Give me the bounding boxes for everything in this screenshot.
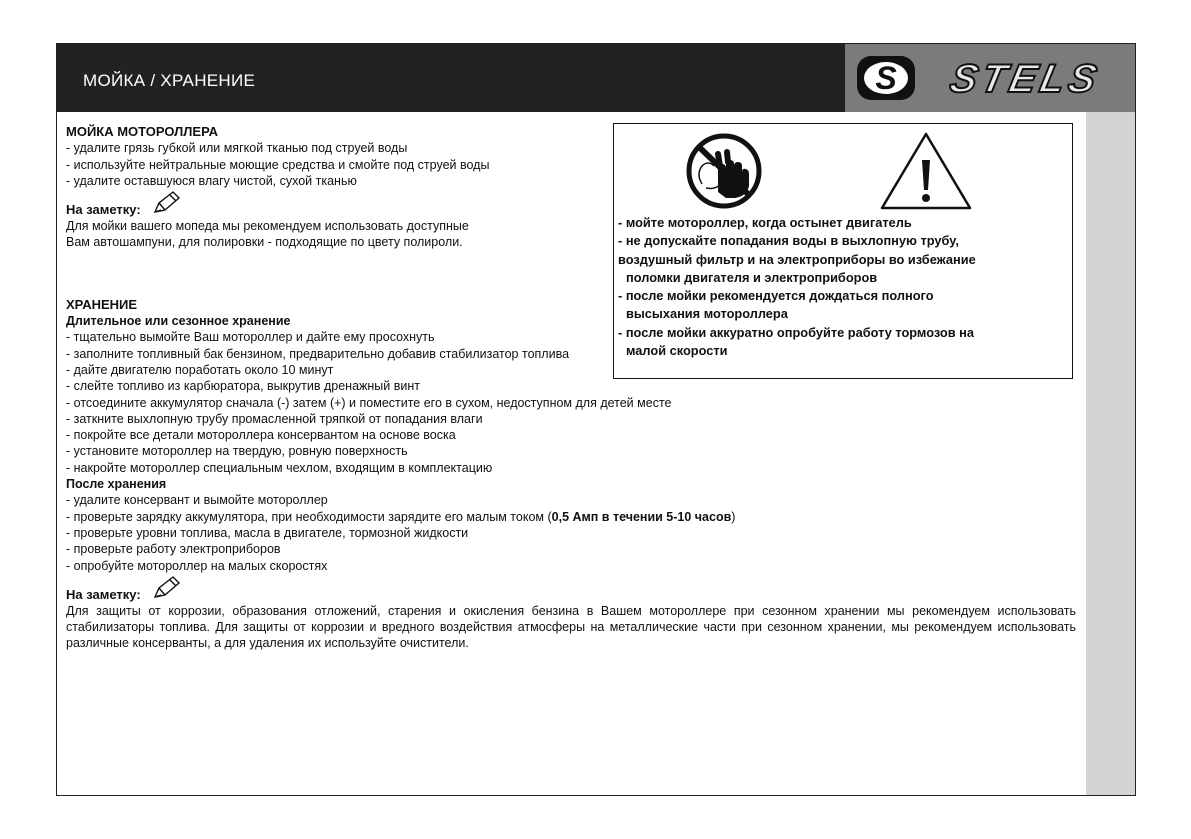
note-label: На заметку: [66,201,141,217]
storage-item: - заткните выхлопную трубу промасленной тряпкой от попадания влаги [66,411,483,426]
warning-triangle-icon [882,134,970,208]
charge-close: ) [731,509,736,524]
after-storage-item: - удалите консервант и вымойте мотороллер [66,493,328,508]
warning-line: малой скорости [626,343,728,359]
page-title: МОЙКА / ХРАНЕНИЕ [83,71,256,90]
warning-line: - после мойки аккуратно опробуйте работу тормозов на [618,324,975,340]
after-storage-heading: После хранения [66,477,167,492]
pencil-icon [151,190,181,216]
stels-logo-icon [855,52,1130,104]
warning-line: - после мойки рекомендуется дождаться полного [618,288,934,304]
after-storage-item: - проверьте работу электроприборов [66,542,281,557]
page-header [57,44,1136,112]
storage-subheading: Длительное или сезонное хранение [66,314,291,329]
brand-name: STELS [946,55,1105,101]
brand-panel [845,44,1135,112]
charge-text: - проверьте зарядку аккумулятора, при необходимости зарядите его малым током ( [66,509,552,524]
washing-note-line: Вам автошампуни, для полировки - подходящие по цвету полироли. [66,235,463,250]
storage-note [66,583,1076,603]
storage-item: - отсоедините аккумулятор сначала (-) затем (+) и поместите его в сухом, недоступном для детей месте [66,395,672,410]
charge-current: 0,5 Амп в течении 5-10 часов [551,509,732,524]
washing-item: - удалите грязь губкой или мягкой тканью под струей воды [66,141,408,156]
washing-heading: МОЙКА МОТОРОЛЛЕРА [66,124,219,139]
after-storage-item: - опробуйте мотороллер на малых скоростях [66,558,328,573]
after-storage-item-charge [66,509,1076,525]
washing-item: - используйте нейтральные моющие средства и смойте под струей воды [66,157,490,172]
warning-line: воздушный фильтр и на электроприборы во избежание [618,251,976,267]
warning-list [618,214,1070,360]
brand-initial: S [875,60,897,96]
manual-page [56,43,1136,796]
warning-icons-graphic [614,124,1074,212]
washing-item: - удалите оставшуюся влагу чистой, сухой тканью [66,173,357,188]
warning-line: - мойте мотороллер, когда остынет двигатель [618,215,912,230]
warning-box [613,123,1073,379]
storage-item: - слейте топливо из карбюратора, выкрутив дренажный винт [66,379,420,394]
storage-item: - дайте двигателю поработать около 10 минут [66,362,334,377]
warning-line: поломки двигателя и электроприборов [626,269,878,285]
storage-item: - покройте все детали мотороллера консервантом на основе воска [66,428,456,443]
storage-item: - тщательно вымойте Ваш мотороллер и дайте ему просохнуть [66,330,435,345]
warning-line: - не допускайте попадания воды в выхлопную трубу, [618,233,959,249]
no-touch-icon [689,136,759,206]
warning-line: высыхания мотороллера [626,306,788,322]
storage-item: - установите мотороллер на твердую, ровную поверхность [66,444,408,459]
pencil-icon [151,575,181,601]
storage-item: - накройте мотороллер специальным чехлом, входящим в комплектацию [66,460,493,475]
washing-note-line: Для мойки вашего мопеда мы рекомендуем использовать доступные [66,219,469,234]
storage-item: - заполните топливный бак бензином, предварительно добавив стабилизатор топлива [66,346,570,361]
note-label: На заметку: [66,586,141,602]
storage-note-text: Для защиты от коррозии, образования отложений, старения и окисления бензина в Вашем мотороллере при сезонном хранении мы рекомендуем использовать стабилизаторы топлива. Для защиты от коррозии и вредного воздействия атмосферы на металлические части при сезонном хранении, мы рекомендуем использовать различные консерванты, а для удаления их используйте очистители. [66,603,1076,650]
page-side-tab [1086,112,1136,796]
after-storage-item: - проверьте уровни топлива, масла в двигателе, тормозной жидкости [66,525,469,540]
warning-icons [614,124,1072,212]
storage-heading: ХРАНЕНИЕ [66,296,138,312]
